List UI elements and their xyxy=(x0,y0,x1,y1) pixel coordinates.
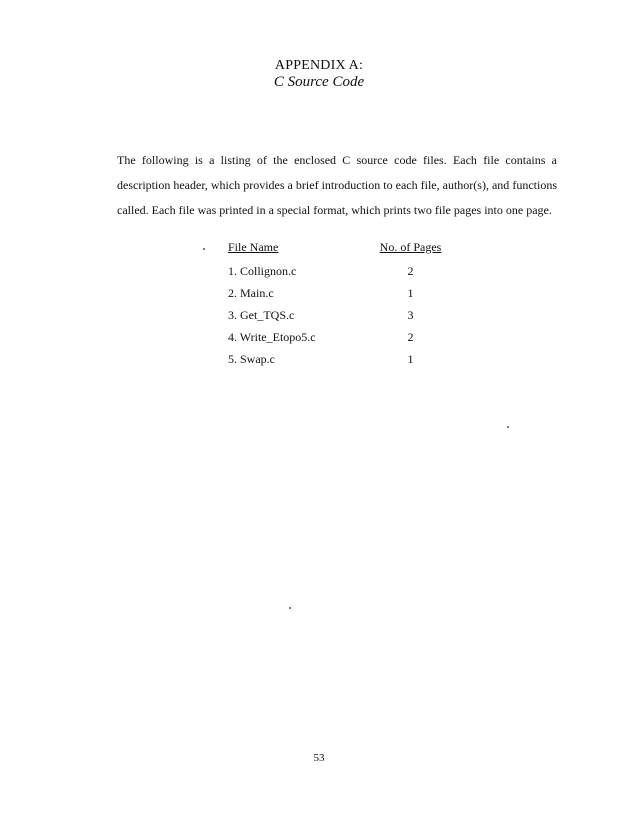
table-row xyxy=(228,304,453,326)
scan-speck xyxy=(507,426,509,428)
table-row xyxy=(228,260,453,282)
page-count-cell: 2 xyxy=(407,263,414,278)
page-count-cell: 1 xyxy=(407,351,414,366)
scan-speck xyxy=(289,607,291,609)
page-count-cell: 3 xyxy=(407,307,414,322)
intro-paragraph: The following is a listing of the enclosed C source code files. Each file contains a description header, which provides a brief introduction to each file, author(s), and functions called. Each file was printed in a special format, which prints two file pages into one page. xyxy=(117,153,557,217)
page-count-cell: 2 xyxy=(407,329,414,344)
table-row xyxy=(228,282,453,304)
file-name-cell: 5. Swap.c xyxy=(228,351,275,366)
scan-speck xyxy=(203,248,205,250)
appendix-title: APPENDIX A: xyxy=(274,58,364,73)
file-listing-table xyxy=(228,236,453,370)
table-row xyxy=(228,326,453,348)
file-name-cell: 2. Main.c xyxy=(228,285,274,300)
appendix-subtitle: C Source Code xyxy=(273,74,365,90)
file-name-cell: 1. Collignon.c xyxy=(228,263,297,278)
file-name-cell: 3. Get_TQS.c xyxy=(228,307,295,322)
table-header-row xyxy=(228,236,453,258)
page-count-cell: 1 xyxy=(407,285,414,300)
page-count-header: No. of Pages xyxy=(379,239,442,254)
page-number: 53 xyxy=(313,752,325,764)
table-row xyxy=(228,348,453,370)
file-name-header: File Name xyxy=(228,239,279,254)
file-name-cell: 4. Write_Etopo5.c xyxy=(228,329,316,344)
